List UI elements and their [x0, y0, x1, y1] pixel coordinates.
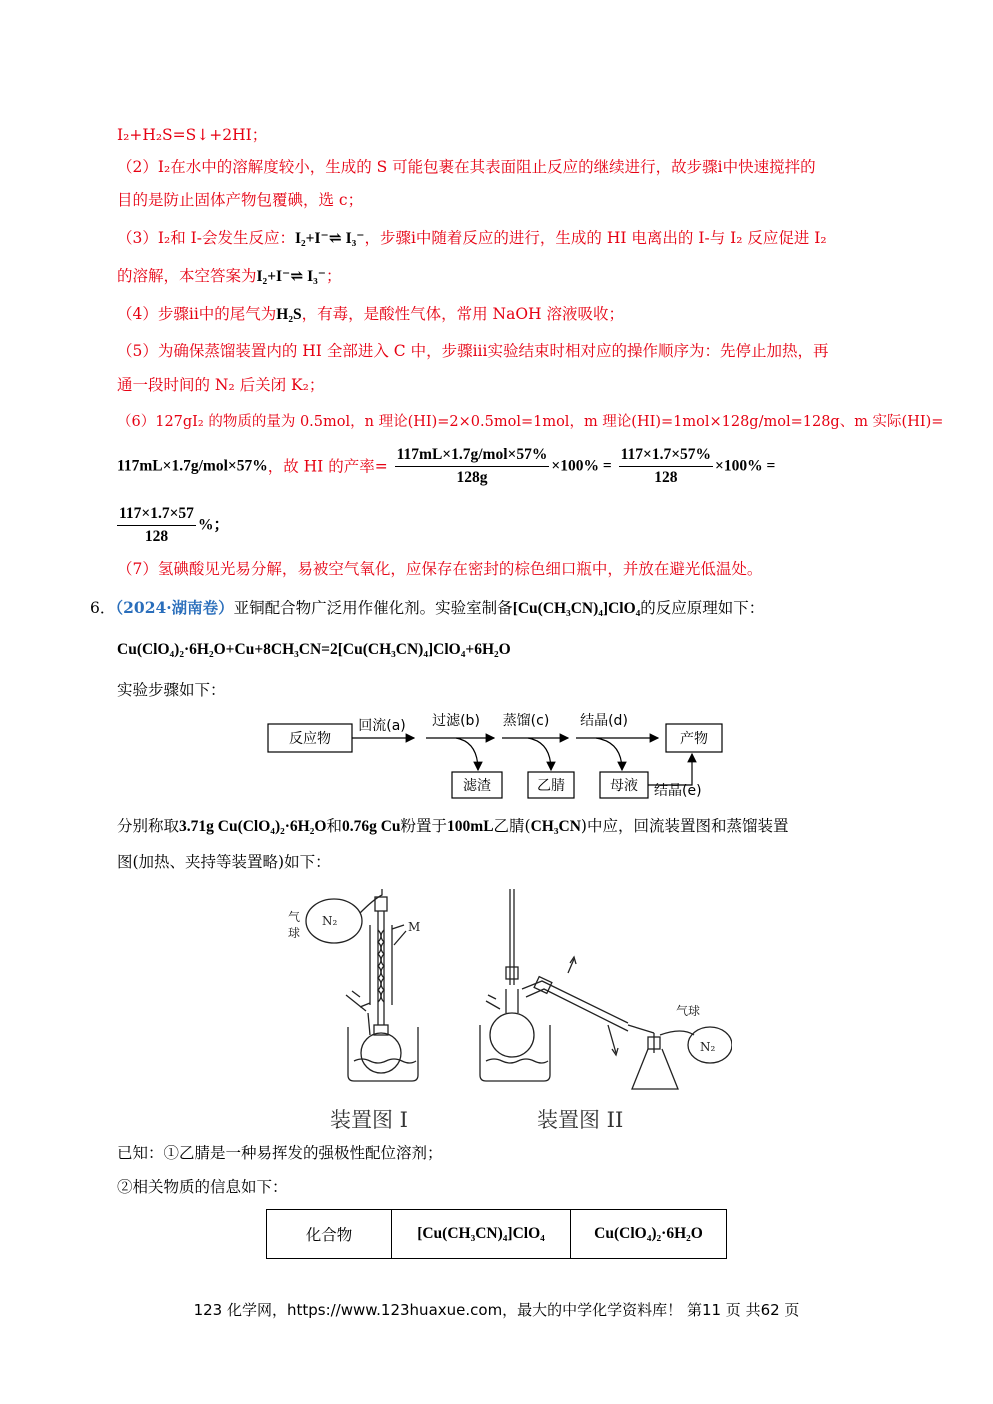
table-header-compound: 化合物	[267, 1210, 392, 1259]
acetonitrile-label: 乙腈	[537, 778, 565, 794]
text: ，故 HI 的产率=	[267, 457, 388, 476]
answer-line-1: I₂+H₂S=S↓+2HI；	[117, 126, 268, 144]
answer-line-12: （7）氢碘酸见光易分解，易被空气氧化，应保存在密封的棕色细口瓶中，并放在避光低温处。	[117, 560, 763, 578]
question-6-heading	[90, 598, 764, 619]
stopper-1	[375, 897, 387, 911]
answer-line-5	[117, 266, 341, 287]
condenser	[522, 981, 628, 1031]
text: 粉置于	[400, 817, 448, 835]
steps-label: 实验步骤如下：	[117, 681, 226, 699]
balloon-1-label-b: 球	[288, 926, 301, 940]
description-line-2: 图(加热、夹持等装置略)如下：	[117, 853, 331, 871]
reactant-label: 反应物	[289, 731, 331, 747]
text: 分别称取	[117, 817, 180, 835]
caption-apparatus-1: 装置图 I	[330, 1108, 408, 1132]
text: （3）I₂和 I-会发生反应：	[117, 229, 295, 247]
reflux-label: 回流(a)	[358, 718, 406, 734]
answer-line-3: 目的是防止固体产物包覆碘，选 c；	[117, 191, 364, 209]
n2-label-1: N₂	[322, 914, 338, 928]
fraction-3	[117, 503, 196, 548]
text: 和	[326, 817, 342, 835]
numerator: 117×1.7×57	[117, 503, 196, 526]
compound-info-table	[266, 1209, 727, 1259]
balloon-2-label: 气球	[676, 1004, 701, 1018]
formula-text: ×100% =	[551, 457, 612, 475]
apparatus-figure	[282, 885, 732, 1095]
table-header-perchlorate: Cu(ClO₄)₂·6H₂O	[571, 1210, 727, 1259]
distill-label: 蒸馏(c)	[502, 713, 550, 729]
text: ，有毒，是酸性气体，常用 NaOH 溶液吸收；	[301, 305, 624, 323]
denominator: 128g	[456, 469, 488, 486]
crystal-d-label: 结晶(d)	[580, 713, 628, 729]
text: )中应，回流装置图和蒸馏装置	[580, 817, 789, 835]
formula-text: 100mL	[447, 818, 494, 835]
flask-1	[361, 1033, 401, 1073]
reaction-equation: Cu(ClO₄)₂·6H₂O+Cu+8CH₃CN=2[Cu(CH₃CN)₄]ClO₄+6H₂O	[117, 641, 511, 658]
crystal-e-label: 结晶(e)	[654, 783, 702, 799]
formula-text: %；	[197, 516, 229, 534]
formula-text: 0.76g Cu	[341, 818, 401, 835]
text: ，步骤i中随着反应的进行，生成的 HI 电离出的 I-与 I₂ 反应促进 I₂	[364, 229, 827, 247]
question-number: 6．	[90, 599, 116, 617]
answer-line-4	[117, 228, 827, 249]
known-2: ②相关物质的信息如下：	[117, 1178, 288, 1196]
answer-line-6	[117, 304, 624, 325]
answer-line-11	[117, 503, 229, 548]
formula-text: 3.71g Cu(ClO₄)₂·6H₂O	[179, 818, 327, 835]
page-footer: 123 化学网，https://www.123huaxue.com，最大的中学化学资料库！ 第11 页 共62 页	[193, 1301, 800, 1319]
numerator: 117mL×1.7g/mol×57%	[395, 444, 550, 467]
description-line-1	[117, 815, 788, 838]
n2-label-2: N₂	[700, 1040, 716, 1054]
text: 的反应原理如下：	[640, 599, 765, 617]
table-header-complex: [Cu(CH₃CN)₄]ClO₄	[392, 1210, 571, 1259]
answer-line-2: （2）I₂在水中的溶解度较小，生成的 S 可能包裹在其表面阻止反应的继续进行，故步骤i中快速搅拌的	[117, 158, 816, 176]
table-row	[267, 1210, 727, 1259]
formula-h2s: H₂S	[276, 306, 302, 323]
denominator: 128	[654, 469, 678, 486]
m-pointer	[394, 931, 406, 945]
answer-line-9: （6）127gI₂ 的物质的量为 0.5mol，n 理论(HI)=2×0.5mol=1mol，m 理论(HI)=1mol×128g/mol=128g、m 实际(HI)=	[117, 414, 944, 430]
text: 乙腈(	[493, 817, 531, 835]
known-1: 已知：①乙腈是一种易挥发的强极性配位溶剂；	[117, 1144, 443, 1162]
fraction-2	[619, 444, 713, 489]
caption-apparatus-2: 装置图 II	[537, 1108, 624, 1132]
text: 亚铜配合物广泛用作催化剂。实验室制备	[233, 599, 513, 617]
text: ；	[325, 267, 342, 285]
flask-2	[490, 1013, 534, 1057]
balloon-1-label-a: 气	[288, 910, 301, 924]
answer-line-7: （5）为确保蒸馏装置内的 HI 全部进入 C 中，步骤iii实验结束时相对应的操作顺序为：先停止加热，再	[117, 342, 829, 360]
text: 的溶解，本空答案为	[117, 267, 257, 285]
question-source: （2024·湖南卷）	[115, 598, 234, 617]
formula-text: CH₃CN	[530, 818, 581, 835]
formula-text: 117mL×1.7g/mol×57%	[117, 457, 268, 475]
text: （4）步骤ii中的尾气为	[117, 305, 277, 323]
answer-line-10	[117, 444, 775, 489]
equilibrium-equation: I₂+I⁻⇌ I₃⁻	[295, 230, 365, 247]
mother-liquor-label: 母液	[610, 778, 638, 794]
equilibrium-equation: I₂+I⁻⇌ I₃⁻	[256, 268, 326, 285]
denominator: 128	[144, 528, 169, 545]
formula-text: ×100% =	[715, 457, 776, 475]
compound-formula: [Cu(CH₃CN)₄]ClO₄	[512, 600, 641, 617]
fraction-1	[395, 444, 550, 489]
product-label: 产物	[680, 731, 708, 747]
numerator: 117×1.7×57%	[619, 444, 713, 467]
answer-line-8: 通一段时间的 N₂ 后关闭 K₂；	[117, 376, 325, 394]
m-label: M	[408, 920, 421, 934]
receiving-flask	[632, 1049, 678, 1089]
filter-label: 过滤(b)	[432, 713, 480, 729]
residue-label: 滤渣	[463, 778, 491, 794]
